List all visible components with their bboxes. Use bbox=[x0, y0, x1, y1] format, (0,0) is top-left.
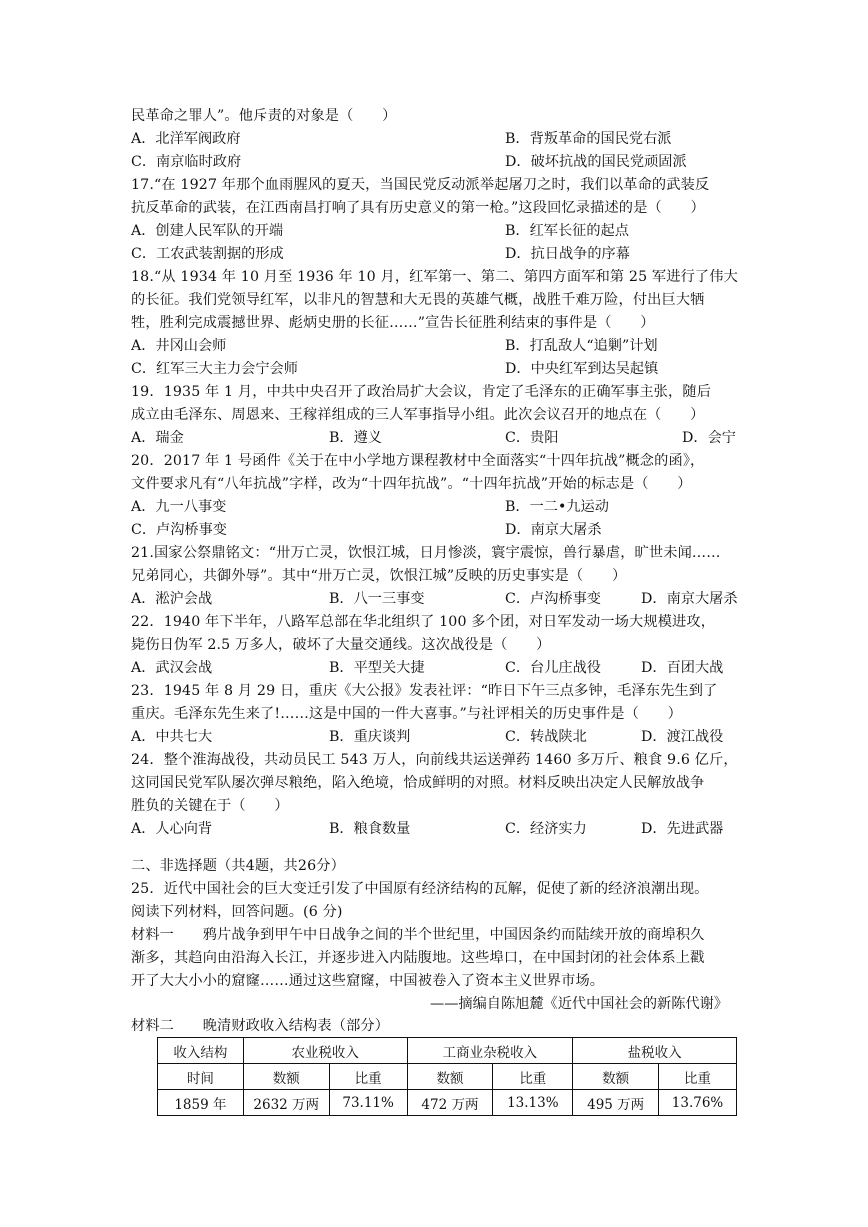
question-25-line1: 25．近代中国社会的巨大变迁引发了中国原有经济结构的瓦解，促使了新的经济浪潮出现。 bbox=[131, 881, 709, 897]
question-24-line2: 这同国民党军队屡次弹尽粮绝，陷入绝境，恰成鲜明的对照。材料反映出决定人民解放战争 bbox=[131, 775, 705, 791]
table-cell: 1859 年 bbox=[158, 1090, 244, 1116]
table-header-cell: 比重 bbox=[659, 1064, 737, 1090]
table-header-row-1 bbox=[158, 1038, 737, 1064]
option-q23-a: A．中共七大 bbox=[131, 729, 213, 745]
question-24-line3: 胜负的关键在于（ ） bbox=[131, 798, 289, 814]
question-23-line2: 重庆。毛泽东先生来了!……这是中国的一件大喜事。”与社评相关的历史事件是（ ） bbox=[131, 706, 682, 722]
option-q23-d: D．渡江战役 bbox=[641, 729, 724, 745]
question-18-line3: 牲，胜利完成震撼世界、彪炳史册的长征……”宣告长征胜利结束的事件是（ ） bbox=[131, 315, 655, 331]
question-25-line2: 阅读下列材料，回答问题。(6 分) bbox=[131, 904, 343, 920]
option-q22-b: B．平型关大捷 bbox=[329, 660, 425, 676]
table-header-cell: 数额 bbox=[407, 1064, 493, 1090]
option-q23-c: C．转战陕北 bbox=[505, 729, 587, 745]
table-header-cell: 盐税收入 bbox=[573, 1038, 737, 1064]
question-18-line2: 的长征。我们党领导红军，以非凡的智慧和大无畏的英雄气概，战胜千难万险，付出巨大牺 bbox=[131, 292, 705, 308]
option-q16-c: C．南京临时政府 bbox=[131, 154, 242, 170]
question-21-line1: 21.国家公祭鼎铭文：“卅万亡灵，饮恨江城，日月惨淡，寰宇震惊，兽行暴虐，旷世未闻…… bbox=[131, 545, 721, 561]
question-18-line1: 18.“从 1934 年 10 月至 1936 年 10 月，红军第一、第二、第四方面军和第 25 军进行了伟大 bbox=[131, 269, 738, 285]
table-row bbox=[158, 1090, 737, 1116]
option-q20-c: C．卢沟桥事变 bbox=[131, 522, 227, 538]
material-2-title: 材料二 晚清财政收入结构表（部分） bbox=[131, 1018, 390, 1034]
option-q19-c: C．贵阳 bbox=[505, 430, 559, 446]
option-q24-d: D．先进武器 bbox=[641, 821, 724, 837]
option-q17-d: D．抗日战争的序幕 bbox=[505, 246, 630, 262]
option-q18-a: A．井冈山会师 bbox=[131, 338, 227, 354]
question-24-line1: 24．整个淮海战役，共动员民工 543 万人，向前线共运送弹药 1460 多万斤、粮食 9.6 亿斤， bbox=[131, 752, 738, 768]
option-q16-b: B．背叛革命的国民党右派 bbox=[505, 131, 672, 147]
option-q24-a: A．人心向背 bbox=[131, 821, 213, 837]
material-1-line3: 开了大大小小的窟窿……通过这些窟窿，中国被卷入了资本主义世界市场。 bbox=[131, 973, 605, 989]
option-q22-d: D．百团大战 bbox=[641, 660, 724, 676]
section-2-heading: 二、非选择题（共4题，共26分） bbox=[131, 858, 345, 874]
table-header-cell: 数额 bbox=[243, 1064, 329, 1090]
material-1-source: ——摘编自陈旭麓《近代中国社会的新陈代谢》 bbox=[430, 996, 728, 1012]
table-cell: 472 万两 bbox=[407, 1090, 493, 1116]
question-21-line2: 兄弟同心，共御外辱”。其中“卅万亡灵，饮恨江城”反映的历史事实是（ ） bbox=[131, 568, 627, 584]
option-q21-c: C．卢沟桥事变 bbox=[505, 591, 601, 607]
question-22-line2: 毙伤日伪军 2.5 万多人，破坏了大量交通线。这次战役是（ ） bbox=[131, 637, 551, 653]
option-q20-d: D．南京大屠杀 bbox=[505, 522, 602, 538]
option-q19-a: A．瑞金 bbox=[131, 430, 184, 446]
option-q16-a: A．北洋军阀政府 bbox=[131, 131, 241, 147]
option-q21-d: D．南京大屠杀 bbox=[641, 591, 738, 607]
option-q18-b: B．打乱敌人“追剿”计划 bbox=[505, 338, 658, 354]
question-20-line2: 文件要求凡有“八年抗战”字样，改为“十四年抗战”。“十四年抗战”开始的标志是（ ） bbox=[131, 476, 692, 492]
table-cell: 13.76% bbox=[659, 1090, 737, 1116]
option-q24-c: C．经济实力 bbox=[505, 821, 587, 837]
option-q20-b: B．一二•九运动 bbox=[505, 499, 609, 515]
table-header-cell: 工商业杂税收入 bbox=[407, 1038, 573, 1064]
revenue-table bbox=[157, 1037, 737, 1116]
table-cell: 13.13% bbox=[493, 1090, 573, 1116]
table-header-row-2 bbox=[158, 1064, 737, 1090]
option-q19-d: D．会宁 bbox=[682, 430, 736, 446]
option-q20-a: A．九一八事变 bbox=[131, 499, 227, 515]
question-16-tail: 民革命之罪人”。他斥责的对象是（ ） bbox=[131, 108, 397, 124]
material-1-line2: 渐多，其趋向由沿海入长江，并逐步进入内陆腹地。这些埠口，在中国封闭的社会体系上戳 bbox=[131, 950, 705, 966]
question-17-line2: 抗反革命的武装，在江西南昌打响了具有历史意义的第一枪。”这段回忆录描述的是（ ） bbox=[131, 200, 705, 216]
option-q21-a: A．淞沪会战 bbox=[131, 591, 213, 607]
table-cell: 2632 万两 bbox=[243, 1090, 329, 1116]
option-q18-d: D．中央红军到达吴起镇 bbox=[505, 361, 659, 377]
table-header-cell: 数额 bbox=[573, 1064, 659, 1090]
table-header-cell: 时间 bbox=[158, 1064, 244, 1090]
option-q18-c: C．红军三大主力会宁会师 bbox=[131, 361, 298, 377]
table-cell: 73.11% bbox=[329, 1090, 407, 1116]
option-q16-d: D．破坏抗战的国民党顽固派 bbox=[505, 154, 687, 170]
table-header-cell: 农业税收入 bbox=[243, 1038, 407, 1064]
question-22-line1: 22．1940 年下半年，八路军总部在华北组织了 100 多个团，对日军发动一场大规模进攻， bbox=[131, 614, 716, 630]
material-1-line1: 材料一 鸦片战争到甲午中日战争之间的半个世纪里，中国因条约而陆续开放的商埠积久 bbox=[131, 927, 705, 943]
question-17-line1: 17.“在 1927 年那个血雨腥风的夏天，当国民党反动派举起屠刀之时，我们以革命的武装反 bbox=[131, 177, 710, 193]
option-q24-b: B．粮食数量 bbox=[329, 821, 411, 837]
option-q22-a: A．武汉会战 bbox=[131, 660, 213, 676]
table-header-cell: 比重 bbox=[493, 1064, 573, 1090]
option-q21-b: B．八一三事变 bbox=[329, 591, 425, 607]
question-19-line2: 成立由毛泽东、周恩来、王稼祥组成的三人军事指导小组。此次会议召开的地点在（ ） bbox=[131, 407, 705, 423]
option-q17-c: C．工农武装割据的形成 bbox=[131, 246, 284, 262]
question-23-line1: 23．1945 年 8 月 29 日，重庆《大公报》发表社评：“昨日下午三点多钟，毛泽东先生到了 bbox=[131, 683, 718, 699]
option-q22-c: C．台儿庄战役 bbox=[505, 660, 601, 676]
option-q23-b: B．重庆谈判 bbox=[329, 729, 411, 745]
option-q19-b: B．遵义 bbox=[329, 430, 382, 446]
question-19-line1: 19．1935 年 1 月，中共中央召开了政治局扩大会议，肯定了毛泽东的正确军事主张，随后 bbox=[131, 384, 712, 400]
table-cell: 495 万两 bbox=[573, 1090, 659, 1116]
table-header-cell: 收入结构 bbox=[158, 1038, 244, 1064]
option-q17-a: A．创建人民军队的开端 bbox=[131, 223, 284, 239]
question-20-line1: 20．2017 年 1 号函件《关于在中小学地方课程教材中全面落实“十四年抗战”概念的函》， bbox=[131, 453, 705, 469]
option-q17-b: B．红军长征的起点 bbox=[505, 223, 629, 239]
table-header-cell: 比重 bbox=[329, 1064, 407, 1090]
